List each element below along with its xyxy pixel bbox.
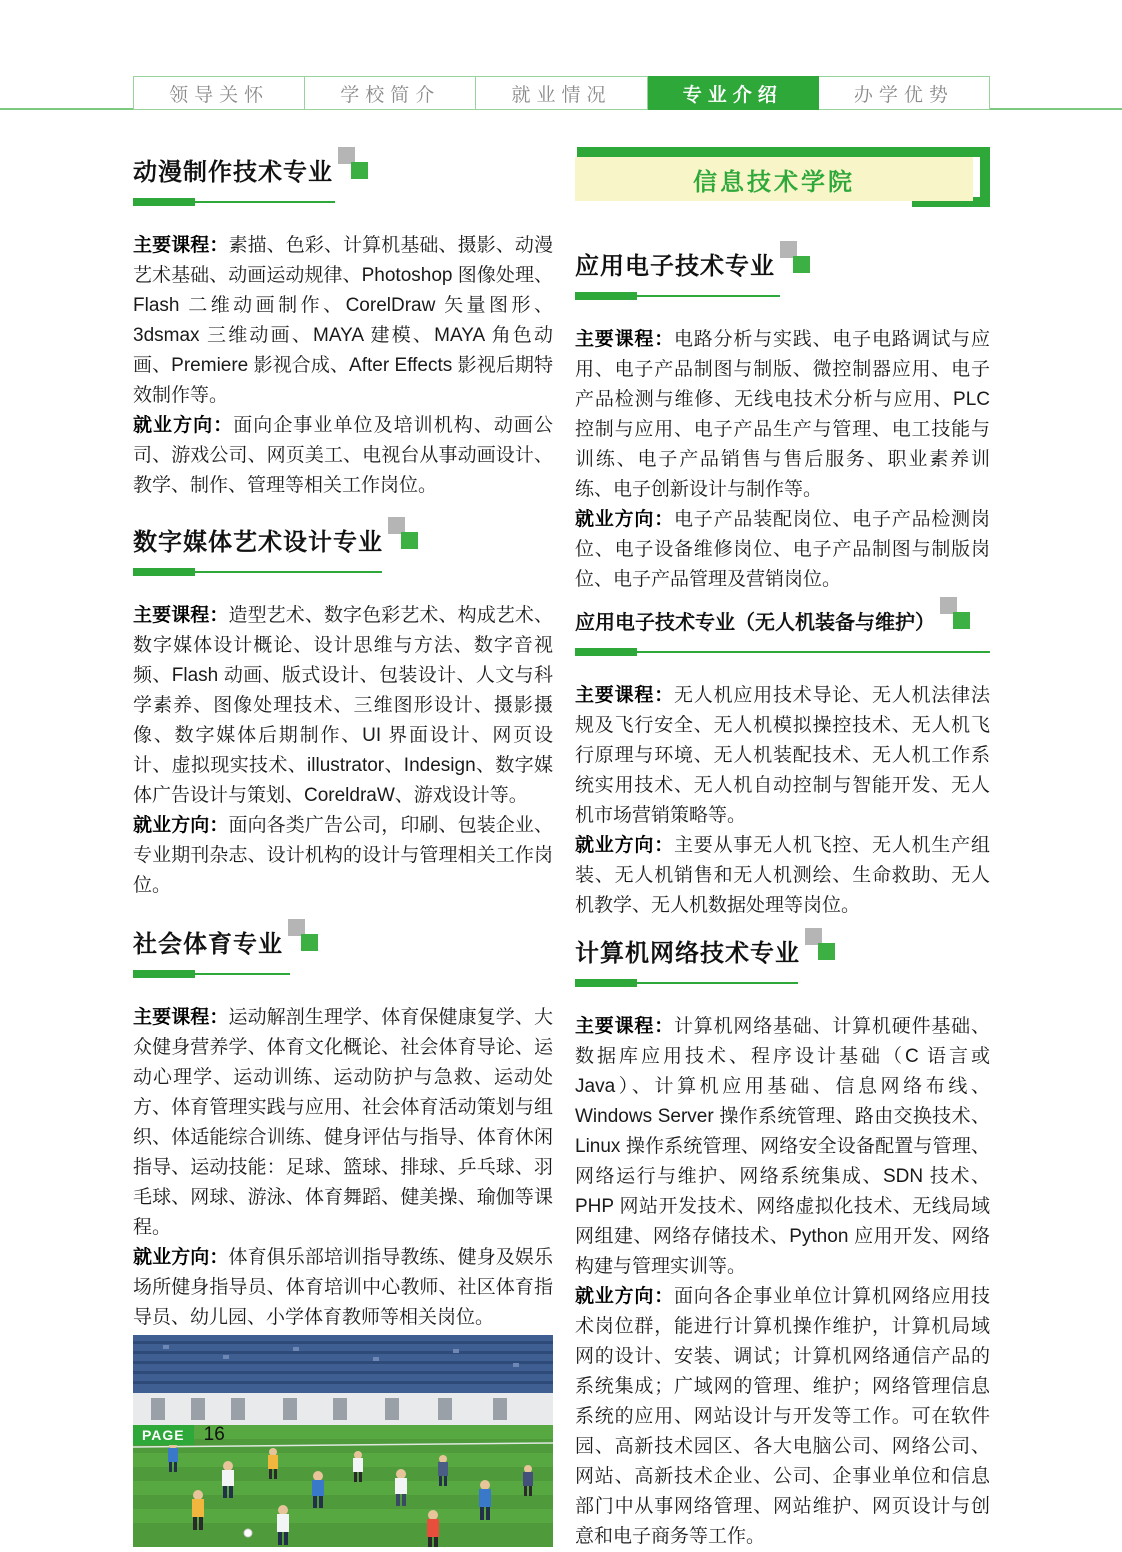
jobs-label: 就业方向：	[575, 1286, 674, 1307]
section-title: 动漫制作技术专业	[133, 159, 333, 186]
jobs-text: 电子产品装配岗位、电子产品检测岗位、电子设备维修岗位、电子产品制图与制版岗位、电子产品管理及营销岗位。	[575, 509, 990, 590]
courses-text: 无人机应用技术导论、无人机法律法规及飞行安全、无人机模拟操控技术、无人机飞行原理与环境、无人机装配技术、无人机工作系统实用技术、无人机自动控制与智能开发、无人机市场营销策略等。	[575, 685, 990, 826]
courses-paragraph	[575, 681, 990, 831]
courses-label: 主要课程：	[133, 605, 229, 626]
jobs-text: 面向企事业单位及培训机构、动画公司、游戏公司、网页美工、电视台从事动画设计、教学、制作、管理等相关工作岗位。	[133, 415, 553, 496]
squares-decoration-icon	[778, 251, 814, 285]
courses-label: 主要课程：	[575, 685, 674, 706]
nav-tab-majors-active[interactable]: 专业介绍	[648, 76, 819, 110]
section-heading	[575, 595, 990, 641]
jobs-text: 主要从事无人机飞控、无人机生产组装、无人机销售和无人机测绘、生命救助、无人机教学、无人机数据处理等岗位。	[575, 835, 990, 916]
jobs-label: 就业方向：	[133, 1247, 229, 1268]
title-underline	[133, 568, 382, 576]
squares-decoration-icon	[386, 527, 422, 561]
courses-label: 主要课程：	[133, 235, 229, 256]
college-header	[575, 145, 990, 209]
courses-label: 主要课程：	[575, 329, 674, 350]
squares-decoration-icon	[286, 929, 322, 963]
title-underline	[133, 970, 290, 978]
courses-paragraph	[133, 601, 553, 811]
jobs-paragraph	[575, 1282, 990, 1552]
nav-tab-school-intro[interactable]: 学校简介	[305, 76, 476, 110]
college-header-top-bar	[577, 147, 990, 157]
right-column	[575, 145, 990, 1552]
left-column	[133, 145, 553, 1547]
section-heading	[133, 917, 553, 963]
section-social-sports-major	[133, 917, 553, 1333]
jobs-text: 面向各企事业单位计算机网络应用技术岗位群，能进行计算机操作维护，计算机局域网的设计、安装、调试；计算机网络通信产品的系统集成；广域网的管理、维护；网络管理信息系统的应用、网站设计与开发等工作。可在软件园、高新技术园区、各大电脑公司、网络公司、网站、高新技术企业、公司、企事业单位和信息部门中从事网络管理、网站维护、网页设计与创意和电子商务等工作。	[575, 1286, 990, 1547]
title-underline	[575, 979, 798, 987]
courses-text: 素描、色彩、计算机基础、摄影、动漫艺术基础、动画运动规律、Photoshop 图像处理、Flash 二维动画制作、CorelDraw 矢量图形、3dsmax 三维动画、MAYA 建模、MAYA 角色动画、Premiere 影视合成、After Effects 影视后期特效制作等。	[133, 235, 553, 406]
jobs-paragraph	[575, 505, 990, 595]
courses-label: 主要课程：	[575, 1016, 674, 1037]
jobs-text: 体育俱乐部培训指导教练、健身及娱乐场所健身指导员、体育培训中心教师、社区体育指导员、幼儿园、小学体育教师等相关岗位。	[133, 1247, 553, 1328]
section-heading	[575, 926, 990, 972]
section-computer-network-major	[575, 926, 990, 1552]
section-digital-media-major	[133, 515, 553, 901]
courses-paragraph	[575, 1012, 990, 1282]
squares-decoration-icon	[336, 157, 372, 191]
section-heading	[133, 515, 553, 561]
courses-text: 运动解剖生理学、体育保健康复学、大众健身营养学、体育文化概论、社会体育导论、运动心理学、运动训练、运动防护与急救、运动处方、体育管理实践与应用、社会体育活动策划与组织、体适能综合训练、健身评估与指导、体育休闲指导、运动技能：足球、篮球、排球、乒乓球、羽毛球、网球、游泳、体育舞蹈、健美操、瑜伽等课程。	[133, 1007, 553, 1238]
nav-tab-advantages[interactable]: 办学优势	[819, 76, 990, 110]
jobs-paragraph	[133, 411, 553, 501]
college-title: 信息技术学院	[693, 168, 855, 196]
nav-tab-leadership[interactable]: 领导关怀	[133, 76, 305, 110]
courses-paragraph	[575, 325, 990, 505]
section-title: 应用电子技术专业	[575, 253, 775, 280]
section-animation-major	[133, 145, 553, 501]
section-applied-electronics-major	[575, 239, 990, 595]
title-underline	[575, 648, 990, 656]
section-heading	[133, 145, 553, 191]
section-title: 社会体育专业	[133, 931, 283, 958]
section-uav-major	[575, 595, 990, 921]
college-header-box	[575, 157, 973, 201]
jobs-label: 就业方向：	[133, 815, 229, 836]
title-underline	[133, 198, 335, 206]
courses-text: 造型艺术、数字色彩艺术、构成艺术、数字媒体设计概论、设计思维与方法、数字音视频、Flash 动画、版式设计、包装设计、人文与科学素养、图像处理技术、三维图形设计、摄影摄像、数字媒体后期制作、UI 界面设计、网页设计、虚拟现实技术、illustrator、Indesign、数字媒体广告设计与策划、CoreldraW、游戏设计等。	[133, 605, 553, 806]
page-label-badge: PAGE	[133, 1425, 194, 1445]
section-title: 计算机网络技术专业	[575, 940, 800, 967]
jobs-label: 就业方向：	[133, 415, 234, 436]
jobs-label: 就业方向：	[575, 835, 674, 856]
section-title: 应用电子技术专业（无人机装备与维护）	[575, 612, 935, 634]
top-nav	[133, 76, 990, 110]
jobs-paragraph	[133, 811, 553, 901]
section-title: 数字媒体艺术设计专业	[133, 529, 383, 556]
jobs-text: 面向各类广告公司，印刷、包装企业、专业期刊杂志、设计机构的设计与管理相关工作岗位。	[133, 815, 553, 896]
courses-label: 主要课程：	[133, 1007, 229, 1028]
squares-decoration-icon	[803, 938, 839, 972]
nav-tab-employment[interactable]: 就业情况	[476, 76, 647, 110]
jobs-paragraph	[133, 1243, 553, 1333]
courses-text: 计算机网络基础、计算机硬件基础、数据库应用技术、程序设计基础（C 语言或 Java）、计算机应用基础、信息网络布线、Windows Server 操作系统管理、路由交换技术、Linux 操作系统管理、网络安全设备配置与管理、网络运行与维护、网络系统集成、SDN 技术、PHP 网站开发技术、网络虚拟化技术、无线局域网组建、网络存储技术、Python 应用开发、网络构建与管理实训等。	[575, 1016, 990, 1277]
courses-paragraph	[133, 231, 553, 411]
courses-paragraph	[133, 1003, 553, 1243]
squares-decoration-icon	[938, 607, 974, 641]
section-heading	[575, 239, 990, 285]
jobs-label: 就业方向：	[575, 509, 674, 530]
courses-text: 电路分析与实践、电子电路调试与应用、电子产品制图与制版、微控制器应用、电子产品检测与维修、无线电技术分析与应用、PLC 控制与应用、电子产品生产与管理、电工技能与训练、电子产品销售与售后服务、职业素养训练、电子创新设计与制作等。	[575, 329, 990, 500]
title-underline	[575, 292, 780, 300]
jobs-paragraph	[575, 831, 990, 921]
page-footer	[133, 1424, 225, 1446]
page-number: 16	[203, 1424, 225, 1445]
